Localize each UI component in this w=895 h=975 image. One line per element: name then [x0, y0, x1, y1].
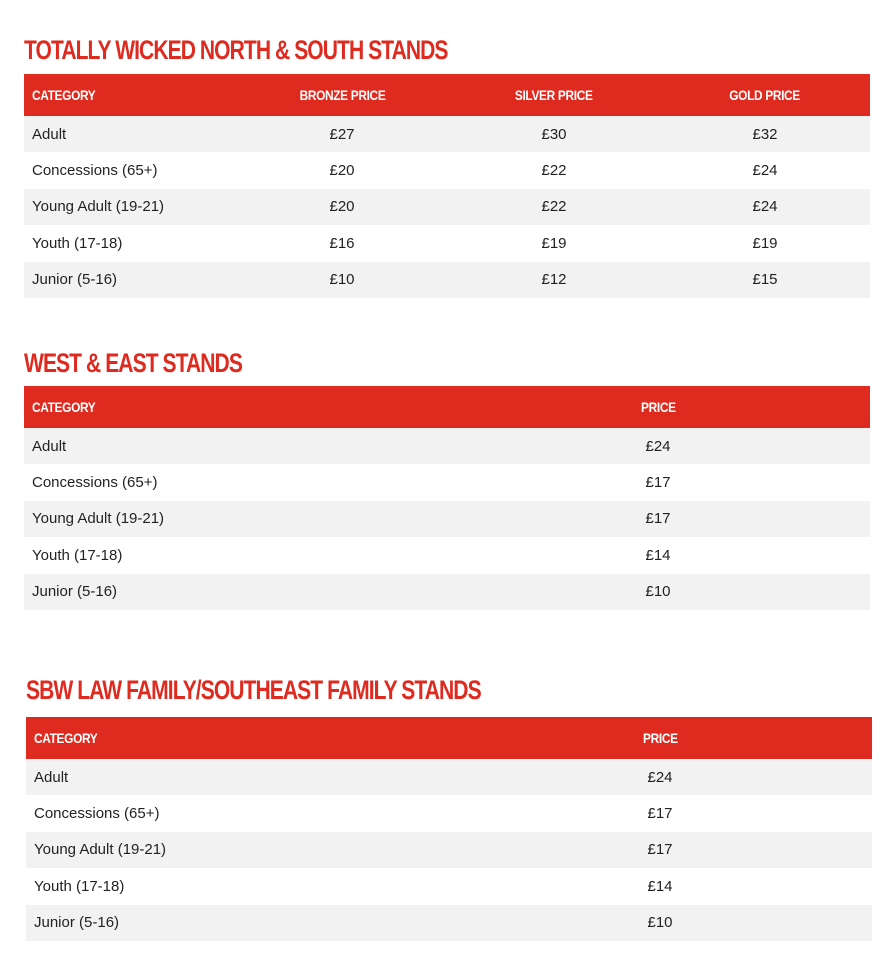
category-cell: Adult — [32, 437, 67, 455]
silver-price-cell: £22 — [541, 162, 567, 180]
section-family-stands — [26, 674, 872, 941]
category-cell: Concessions (65+) — [32, 162, 158, 180]
price-cell: £14 — [645, 546, 671, 564]
header-silver-price: SILVER PRICE — [515, 87, 593, 103]
price-cell: £14 — [647, 877, 673, 895]
category-cell: Young Adult (19-21) — [32, 510, 165, 528]
bronze-price-cell: £16 — [329, 234, 355, 252]
silver-price-cell: £22 — [541, 198, 567, 216]
table-row — [26, 905, 872, 941]
category-cell: Youth (17-18) — [32, 234, 123, 252]
gold-price-cell: £19 — [752, 234, 778, 252]
price-cell: £10 — [645, 583, 671, 601]
table-row — [24, 189, 870, 225]
section-west-east-stands — [24, 347, 870, 610]
table-row — [24, 116, 870, 152]
bronze-price-cell: £10 — [329, 271, 355, 289]
table-row — [24, 537, 870, 573]
table-row — [24, 464, 870, 500]
price-cell: £17 — [645, 474, 671, 492]
bronze-price-cell: £27 — [329, 125, 355, 143]
table-row — [26, 759, 872, 795]
header-category: CATEGORY — [32, 399, 96, 415]
gold-price-cell: £24 — [752, 162, 778, 180]
category-cell: Junior (5-16) — [34, 914, 120, 932]
price-table — [24, 74, 870, 298]
table-row — [24, 225, 870, 261]
header-bronze-price: BRONZE PRICE — [299, 87, 385, 103]
price-table — [24, 386, 870, 610]
section-title: TOTALLY WICKED NORTH & SOUTH STANDS — [24, 35, 448, 65]
table-row — [26, 868, 872, 904]
header-category: CATEGORY — [32, 87, 96, 103]
category-cell: Young Adult (19-21) — [34, 841, 167, 859]
category-cell: Youth (17-18) — [32, 546, 123, 564]
price-table — [26, 717, 872, 941]
silver-price-cell: £19 — [541, 234, 567, 252]
header-price: PRICE — [640, 399, 676, 415]
header-gold-price: GOLD PRICE — [729, 87, 801, 103]
category-cell: Concessions (65+) — [34, 805, 160, 823]
price-cell: £17 — [647, 805, 673, 823]
table-row — [24, 501, 870, 537]
table-header-row — [24, 386, 870, 428]
price-cell: £24 — [645, 437, 671, 455]
table-row — [26, 832, 872, 868]
table-row — [24, 574, 870, 610]
gold-price-cell: £32 — [752, 125, 778, 143]
category-cell: Adult — [34, 768, 69, 786]
price-cell: £10 — [647, 914, 673, 932]
category-cell: Adult — [32, 125, 67, 143]
bronze-price-cell: £20 — [329, 162, 355, 180]
table-row — [24, 262, 870, 298]
table-header-row — [24, 74, 870, 116]
category-cell: Young Adult (19-21) — [32, 198, 165, 216]
price-cell: £17 — [647, 841, 673, 859]
section-title: SBW LAW FAMILY/SOUTHEAST FAMILY STANDS — [26, 675, 481, 705]
table-row — [24, 428, 870, 464]
header-category: CATEGORY — [34, 730, 98, 746]
section-title: WEST & EAST STANDS — [24, 348, 242, 378]
bronze-price-cell: £20 — [329, 198, 355, 216]
category-cell: Concessions (65+) — [32, 474, 158, 492]
silver-price-cell: £12 — [541, 271, 567, 289]
table-row — [26, 795, 872, 831]
table-header-row — [26, 717, 872, 759]
price-cell: £17 — [645, 510, 671, 528]
price-cell: £24 — [647, 768, 673, 786]
category-cell: Junior (5-16) — [32, 583, 118, 601]
silver-price-cell: £30 — [541, 125, 567, 143]
gold-price-cell: £15 — [752, 271, 778, 289]
category-cell: Junior (5-16) — [32, 271, 118, 289]
section-north-south-stands — [24, 34, 870, 298]
gold-price-cell: £24 — [752, 198, 778, 216]
header-price: PRICE — [642, 730, 678, 746]
category-cell: Youth (17-18) — [34, 877, 125, 895]
table-row — [24, 152, 870, 188]
